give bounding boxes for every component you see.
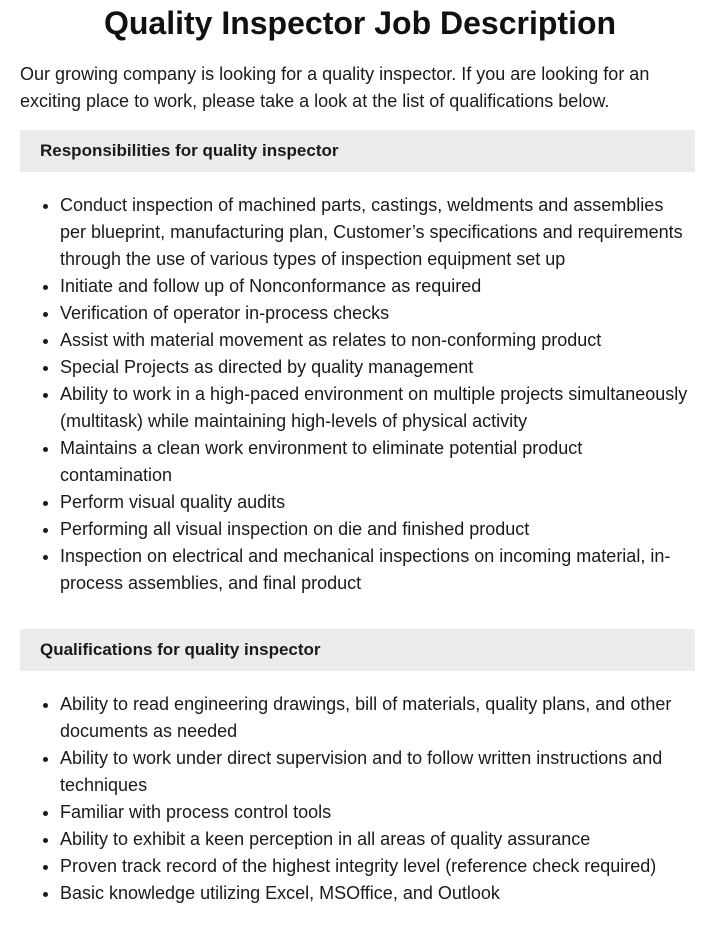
section-heading-qualifications: Qualifications for quality inspector [20,629,695,671]
list-item: • Familiar with process control tools [60,799,692,826]
list-item: • Ability to work in a high-paced environment on multiple projects simultaneously (multitask) while maintaining high-levels of physical activity [60,381,692,435]
list-item: • Ability to exhibit a keen perception in all areas of quality assurance [60,826,692,853]
list-item: • Performing all visual inspection on die and finished product [60,516,692,543]
list-item: • Basic knowledge utilizing Excel, MSOffice, and Outlook [60,880,692,907]
section-heading-responsibilities: Responsibilities for quality inspector [20,130,695,172]
qualifications-list [0,691,692,907]
intro-paragraph: Our growing company is looking for a quality inspector. If you are looking for an exciting place to work, please take a look at the list of qualifications below. [20,64,650,111]
list-item: • Assist with material movement as relates to non-conforming product [60,327,692,354]
list-item: • Ability to work under direct supervision and to follow written instructions and techniques [60,745,692,799]
list-item: • Inspection on electrical and mechanical inspections on incoming material, in-process assemblies, and final product [60,543,692,597]
list-item: • Perform visual quality audits [60,489,692,516]
list-item: • Verification of operator in-process checks [60,300,692,327]
list-item: • Proven track record of the highest integrity level (reference check required) [60,853,692,880]
list-item: • Maintains a clean work environment to eliminate potential product contamination [60,435,692,489]
list-item: • Ability to read engineering drawings, bill of materials, quality plans, and other documents as needed [60,691,692,745]
responsibilities-list [0,192,692,597]
page-title: Quality Inspector Job Description [103,5,617,41]
list-item: • Conduct inspection of machined parts, castings, weldments and assemblies per blueprint, manufacturing plan, Customer’s specifications and requirements through the use of various types of inspection equipment set up [60,192,692,273]
list-item: • Special Projects as directed by quality management [60,354,692,381]
list-item: • Initiate and follow up of Nonconformance as required [60,273,692,300]
